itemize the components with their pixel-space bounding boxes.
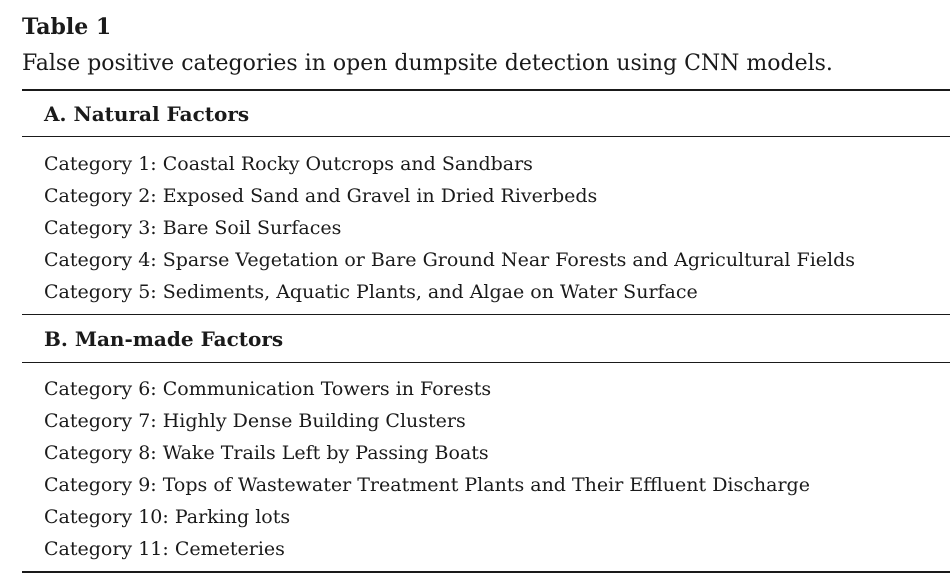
list-item-category-2: Category 2: Exposed Sand and Gravel in Dried Riverbeds bbox=[44, 185, 598, 207]
natural-factors-list bbox=[44, 148, 855, 308]
top-rule bbox=[22, 89, 950, 91]
section-header-natural: A. Natural Factors bbox=[44, 102, 250, 126]
table-label: Table 1 bbox=[22, 14, 112, 40]
list-item-category-1: Category 1: Coastal Rocky Outcrops and Sandbars bbox=[44, 153, 533, 175]
list-item-category-10: Category 10: Parking lots bbox=[44, 506, 291, 528]
list-item-category-8: Category 8: Wake Trails Left by Passing Boats bbox=[44, 442, 489, 464]
section-rule-natural bbox=[22, 136, 950, 137]
section-rule-manmade bbox=[22, 362, 950, 363]
section-header-manmade: B. Man-made Factors bbox=[44, 327, 284, 351]
bottom-rule bbox=[22, 571, 950, 573]
mid-rule bbox=[22, 314, 950, 315]
list-item-category-11: Category 11: Cemeteries bbox=[44, 538, 285, 560]
list-item-category-9: Category 9: Tops of Wastewater Treatment Plants and Their Effluent Discharge bbox=[44, 474, 810, 496]
table-caption: False positive categories in open dumpsite detection using CNN models. bbox=[22, 51, 833, 76]
list-item-category-3: Category 3: Bare Soil Surfaces bbox=[44, 217, 342, 239]
manmade-factors-list bbox=[44, 373, 810, 565]
list-item-category-7: Category 7: Highly Dense Building Clusters bbox=[44, 410, 466, 432]
list-item-category-4: Category 4: Sparse Vegetation or Bare Ground Near Forests and Agricultural Fields bbox=[44, 249, 856, 271]
list-item-category-6: Category 6: Communication Towers in Forests bbox=[44, 378, 492, 400]
list-item-category-5: Category 5: Sediments, Aquatic Plants, and Algae on Water Surface bbox=[44, 281, 698, 303]
